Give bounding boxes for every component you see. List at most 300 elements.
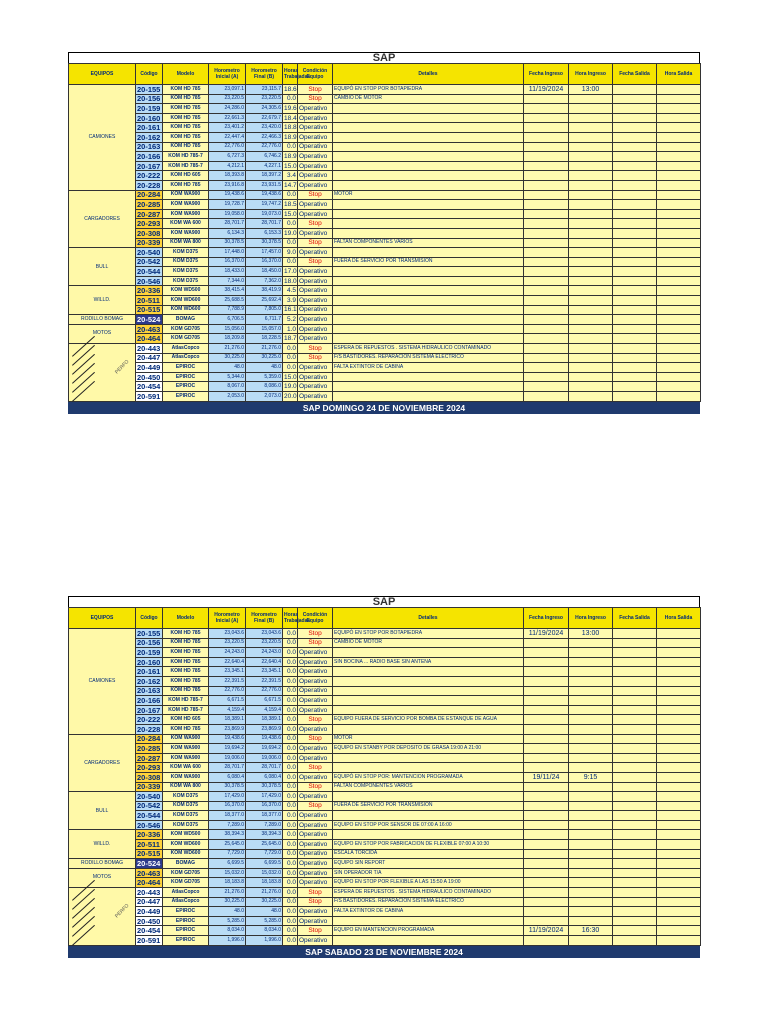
hourmeter-end: 30,378.5 <box>246 782 283 792</box>
hours-worked: 15.0 <box>284 162 297 170</box>
entry-time <box>569 878 613 888</box>
hourmeter-start: 15,056.0 <box>209 324 246 334</box>
column-header: Horometro Inicial (A) <box>209 64 246 85</box>
hourmeter-end: 22,776.0 <box>246 142 283 152</box>
exit-date <box>613 334 657 344</box>
entry-date <box>524 801 569 811</box>
table-row <box>69 286 701 296</box>
exit-date <box>613 629 657 639</box>
entry-date <box>524 276 569 286</box>
column-header: Modelo <box>163 64 209 85</box>
equipment-model: KOM GD705 <box>163 324 209 334</box>
details <box>333 676 524 686</box>
entry-date <box>524 676 569 686</box>
exit-date <box>613 104 657 114</box>
hourmeter-start: 23,043.6 <box>209 629 246 639</box>
group-label-perfo <box>69 344 136 402</box>
equipment-model: KOM HD 785 <box>163 113 209 123</box>
exit-time <box>657 353 701 363</box>
equipment-code: 20-161 <box>136 667 163 677</box>
entry-time: 13:00 <box>569 85 613 95</box>
entry-time <box>569 104 613 114</box>
entry-date <box>524 734 569 744</box>
group-label-perfo-text: PERFO <box>113 902 131 920</box>
equipment-model: BOMAG <box>163 859 209 869</box>
hourmeter-end: 23,115.7 <box>246 85 283 95</box>
hours-worked: 0.0 <box>283 907 298 917</box>
group-label-motos: MOTOS <box>69 868 136 887</box>
group-label-perfo-text: PERFO <box>113 358 131 376</box>
hourmeter-start: 23,220.5 <box>209 638 246 648</box>
details <box>333 142 524 152</box>
hours-worked: 15.0 <box>284 210 297 218</box>
details <box>333 724 524 734</box>
exit-time <box>657 296 701 306</box>
exit-time <box>657 152 701 162</box>
table-row <box>69 200 701 210</box>
exit-date <box>613 324 657 334</box>
column-header: Detalles <box>333 64 524 85</box>
hours-worked: 0.0 <box>283 190 298 200</box>
entry-time <box>569 353 613 363</box>
condition: Stop <box>298 715 333 725</box>
table-row <box>69 888 701 898</box>
details <box>333 936 524 946</box>
entry-date <box>524 849 569 859</box>
entry-date <box>524 219 569 229</box>
entry-time <box>569 296 613 306</box>
equipment-model: EPIROC <box>163 392 209 402</box>
hourmeter-end: 4,227.1 <box>246 161 283 171</box>
exit-date <box>613 744 657 754</box>
table-row <box>69 715 701 725</box>
hours-worked: 18.9 <box>284 133 297 141</box>
details <box>333 123 524 133</box>
hourmeter-start: 19,728.7 <box>209 200 246 210</box>
hours-worked: 0.0 <box>283 878 298 888</box>
table-row <box>69 372 701 382</box>
exit-time <box>657 792 701 802</box>
entry-time <box>569 200 613 210</box>
exit-time <box>657 907 701 917</box>
table-row <box>69 763 701 773</box>
hourmeter-start: 8,067.0 <box>209 382 246 392</box>
condition: Operativo <box>298 648 333 658</box>
equipment-model: KOM HD 785 <box>163 638 209 648</box>
entry-time <box>569 936 613 946</box>
entry-date <box>524 113 569 123</box>
condition: Operativo <box>298 667 333 677</box>
exit-time <box>657 888 701 898</box>
entry-time: 16:30 <box>569 926 613 936</box>
condition: Operativo <box>298 705 333 715</box>
hours-worked: 0.0 <box>283 916 298 926</box>
hourmeter-start: 23,345.1 <box>209 667 246 677</box>
hours-worked: 0.0 <box>283 705 298 715</box>
condition: Operativo <box>298 276 333 286</box>
hourmeter-end: 30,225.0 <box>246 897 283 907</box>
table-row <box>69 392 701 402</box>
table-row <box>69 657 701 667</box>
header-row <box>69 608 701 629</box>
hourmeter-end: 4,159.4 <box>246 705 283 715</box>
equipment-code: 20-155 <box>136 629 163 639</box>
hourmeter-end: 19,438.6 <box>246 190 283 200</box>
details <box>333 792 524 802</box>
hourmeter-start: 17,448.0 <box>209 248 246 258</box>
exit-time <box>657 868 701 878</box>
condition: Operativo <box>298 811 333 821</box>
hourmeter-end: 19,006.0 <box>246 753 283 763</box>
table-row <box>69 142 701 152</box>
details <box>333 152 524 162</box>
equipment-code: 20-463 <box>136 868 163 878</box>
table-row <box>69 219 701 229</box>
exit-date <box>613 811 657 821</box>
exit-time <box>657 763 701 773</box>
condition: Stop <box>298 344 333 354</box>
entry-time <box>569 152 613 162</box>
hourmeter-end: 22,776.0 <box>246 686 283 696</box>
details <box>333 132 524 142</box>
table-row <box>69 104 701 114</box>
hourmeter-end: 15,032.0 <box>246 868 283 878</box>
table-row <box>69 257 701 267</box>
hourmeter-end: 17,457.0 <box>246 248 283 258</box>
exit-time <box>657 696 701 706</box>
exit-date <box>613 916 657 926</box>
entry-time <box>569 676 613 686</box>
equipment-model: KOM WA900 <box>163 190 209 200</box>
exit-date <box>613 897 657 907</box>
equipment-model: KOM D375 <box>163 267 209 277</box>
exit-date <box>613 267 657 277</box>
hours-worked: 0.0 <box>283 792 298 802</box>
exit-time <box>657 344 701 354</box>
exit-date <box>613 686 657 696</box>
hourmeter-start: 18,377.0 <box>209 811 246 821</box>
entry-time <box>569 94 613 104</box>
exit-time <box>657 94 701 104</box>
hours-worked: 18.6 <box>284 85 297 93</box>
equipment-code: 20-464 <box>136 334 163 344</box>
column-header: Detalles <box>333 608 524 629</box>
equipment-model: KOM HD 785 <box>163 142 209 152</box>
equipment-code: 20-222 <box>136 715 163 725</box>
entry-date <box>524 830 569 840</box>
hours-worked: 9.0 <box>283 248 298 258</box>
details <box>333 753 524 763</box>
entry-date <box>524 763 569 773</box>
hourmeter-start: 30,225.0 <box>209 353 246 363</box>
group-label-bull: BULL <box>69 248 136 286</box>
entry-time <box>569 859 613 869</box>
hourmeter-start: 30,225.0 <box>209 897 246 907</box>
exit-time <box>657 830 701 840</box>
table-row <box>69 667 701 677</box>
exit-date <box>613 85 657 95</box>
exit-date <box>613 257 657 267</box>
equipment-code: 20-287 <box>136 209 163 219</box>
hourmeter-start: 17,429.0 <box>209 792 246 802</box>
hours-worked: 0.0 <box>283 667 298 677</box>
hours-worked: 0.0 <box>283 763 298 773</box>
hourmeter-end: 18,450.0 <box>246 267 283 277</box>
hours-worked: 0.0 <box>283 344 298 354</box>
entry-date: 11/19/2024 <box>524 85 569 95</box>
hours-worked: 0.0 <box>283 257 298 267</box>
hourmeter-end: 23,420.0 <box>246 123 283 133</box>
hourmeter-start: 24,243.0 <box>209 648 246 658</box>
exit-date <box>613 296 657 306</box>
equipment-model: KOM WA900 <box>163 772 209 782</box>
hours-worked: 0.0 <box>283 238 298 248</box>
entry-date <box>524 888 569 898</box>
hourmeter-start: 8,034.0 <box>209 926 246 936</box>
condition: Stop <box>298 763 333 773</box>
entry-time <box>569 392 613 402</box>
hours-worked: 18.7 <box>284 335 297 343</box>
table-row <box>69 344 701 354</box>
table-row <box>69 772 701 782</box>
entry-date <box>524 152 569 162</box>
exit-date <box>613 209 657 219</box>
hourmeter-start: 19,694.2 <box>209 744 246 754</box>
entry-time <box>569 888 613 898</box>
exit-date <box>613 724 657 734</box>
condition: Operativo <box>298 907 333 917</box>
exit-date <box>613 830 657 840</box>
hourmeter-end: 18,228.5 <box>246 334 283 344</box>
exit-time <box>657 676 701 686</box>
details <box>333 180 524 190</box>
entry-time <box>569 782 613 792</box>
entry-date <box>524 936 569 946</box>
entry-time <box>569 705 613 715</box>
exit-time <box>657 878 701 888</box>
hours-worked: 0.0 <box>283 686 298 696</box>
equipment-model: EPIROC <box>163 926 209 936</box>
entry-date <box>524 811 569 821</box>
entry-time <box>569 132 613 142</box>
entry-date <box>524 667 569 677</box>
exit-date <box>613 840 657 850</box>
entry-time <box>569 897 613 907</box>
entry-date <box>524 686 569 696</box>
exit-time <box>657 811 701 821</box>
exit-date <box>613 657 657 667</box>
equipment-code: 20-464 <box>136 878 163 888</box>
hours-worked: 5.2 <box>283 315 298 325</box>
exit-time <box>657 104 701 114</box>
exit-date <box>613 763 657 773</box>
equipment-model: EPIROC <box>163 382 209 392</box>
equipment-model: KOM HD 785-7 <box>163 161 209 171</box>
hourmeter-end: 5,285.0 <box>246 916 283 926</box>
equipment-model: KOM D375 <box>163 248 209 258</box>
entry-date <box>524 123 569 133</box>
hourmeter-end: 23,220.5 <box>246 94 283 104</box>
equipment-model: KOM HD 785 <box>163 132 209 142</box>
equipment-model: KOM D375 <box>163 811 209 821</box>
exit-time <box>657 238 701 248</box>
condition: Operativo <box>298 744 333 754</box>
hours-worked: 14.7 <box>284 181 297 189</box>
table-row <box>69 305 701 315</box>
equipment-model: KOM HD 785 <box>163 180 209 190</box>
exit-date <box>613 363 657 373</box>
details: MOTOR <box>333 190 524 200</box>
hourmeter-end: 5,359.0 <box>246 372 283 382</box>
hourmeter-start: 48.0 <box>209 907 246 917</box>
equipment-model: KOM HD 605 <box>163 171 209 181</box>
column-header: Fecha Ingreso <box>524 64 569 85</box>
exit-time <box>657 209 701 219</box>
exit-time <box>657 744 701 754</box>
equipment-model: KOM WA 800 <box>163 782 209 792</box>
hourmeter-start: 18,393.8 <box>209 171 246 181</box>
hourmeter-end: 18,183.8 <box>246 878 283 888</box>
header-row <box>69 64 701 85</box>
exit-date <box>613 878 657 888</box>
entry-date <box>524 200 569 210</box>
hourmeter-start: 23,916.8 <box>209 180 246 190</box>
table-row <box>69 248 701 258</box>
entry-time <box>569 792 613 802</box>
equipment-code: 20-591 <box>136 936 163 946</box>
equipment-code: 20-160 <box>136 113 163 123</box>
table-row <box>69 916 701 926</box>
details: F/S BASTIDORES. REPARACION SISTEMA ELECTRICO <box>333 897 524 907</box>
hourmeter-start: 30,378.5 <box>209 782 246 792</box>
table-row <box>69 907 701 917</box>
hourmeter-start: 23,869.9 <box>209 724 246 734</box>
condition: Operativo <box>298 382 333 392</box>
hourmeter-start: 6,134.3 <box>209 228 246 238</box>
hourmeter-start: 1,996.0 <box>209 936 246 946</box>
condition: Operativo <box>298 916 333 926</box>
exit-date <box>613 228 657 238</box>
hourmeter-end: 17,429.0 <box>246 792 283 802</box>
entry-time <box>569 382 613 392</box>
condition: Stop <box>298 94 333 104</box>
condition: Operativo <box>298 142 333 152</box>
equipment-code: 20-284 <box>136 190 163 200</box>
entry-time <box>569 763 613 773</box>
table-row <box>69 936 701 946</box>
equipment-code: 20-308 <box>136 228 163 238</box>
table-row <box>69 276 701 286</box>
equipment-code: 20-447 <box>136 353 163 363</box>
equipment-model: KOM WA900 <box>163 228 209 238</box>
group-label-perfo <box>69 888 136 946</box>
entry-time <box>569 715 613 725</box>
hours-worked: 17.0 <box>284 268 297 276</box>
table-row <box>69 132 701 142</box>
details: EQUIPO EN STOP POR SENSOR DE 07:00 A 16:00 <box>333 820 524 830</box>
column-header: Modelo <box>163 608 209 629</box>
hours-worked: 0.0 <box>283 715 298 725</box>
condition: Operativo <box>298 859 333 869</box>
entry-time <box>569 171 613 181</box>
exit-time <box>657 801 701 811</box>
hourmeter-end: 24,243.0 <box>246 648 283 658</box>
hourmeter-end: 38,419.9 <box>246 286 283 296</box>
condition: Operativo <box>298 305 333 315</box>
hourmeter-start: 4,212.1 <box>209 161 246 171</box>
group-label-camiones: CAMIONES <box>69 85 136 191</box>
equipment-model: KOM GD705 <box>163 334 209 344</box>
equipment-model: BOMAG <box>163 315 209 325</box>
equipment-model: KOM HD 785 <box>163 686 209 696</box>
equipment-model: KOM HD 785-7 <box>163 152 209 162</box>
exit-date <box>613 715 657 725</box>
equipment-model: KOM HD 785 <box>163 676 209 686</box>
details <box>333 696 524 706</box>
hourmeter-start: 38,415.4 <box>209 286 246 296</box>
exit-time <box>657 123 701 133</box>
equipment-code: 20-450 <box>136 372 163 382</box>
entry-time <box>569 667 613 677</box>
table-row <box>69 859 701 869</box>
condition: Stop <box>298 257 333 267</box>
entry-date <box>524 648 569 658</box>
hours-worked: 19.0 <box>284 229 297 237</box>
table-row <box>69 744 701 754</box>
entry-date <box>524 353 569 363</box>
condition: Operativo <box>298 267 333 277</box>
exit-time <box>657 200 701 210</box>
hourmeter-start: 6,080.4 <box>209 772 246 782</box>
equipment-code: 20-449 <box>136 363 163 373</box>
exit-date <box>613 161 657 171</box>
hourmeter-start: 6,671.5 <box>209 696 246 706</box>
exit-date <box>613 372 657 382</box>
hourmeter-end: 38,394.3 <box>246 830 283 840</box>
equipment-code: 20-443 <box>136 888 163 898</box>
equipment-model: KOM WA900 <box>163 209 209 219</box>
hourmeter-start: 2,053.0 <box>209 392 246 402</box>
entry-time <box>569 638 613 648</box>
details: FALTAN COMPONENTES VARIOS <box>333 782 524 792</box>
details <box>333 200 524 210</box>
hours-worked: 0.0 <box>283 353 298 363</box>
column-header: Código <box>136 64 163 85</box>
equipment-code: 20-161 <box>136 123 163 133</box>
exit-time <box>657 85 701 95</box>
condition: Operativo <box>298 753 333 763</box>
hourmeter-start: 28,701.7 <box>209 219 246 229</box>
entry-time <box>569 324 613 334</box>
hourmeter-start: 18,183.8 <box>209 878 246 888</box>
condition: Operativo <box>298 392 333 402</box>
hourmeter-end: 18,377.0 <box>246 811 283 821</box>
group-label-cargadores: CARGADORES <box>69 190 136 248</box>
equipment-code: 20-443 <box>136 344 163 354</box>
column-header: Hora Salida <box>657 64 701 85</box>
equipment-code: 20-454 <box>136 926 163 936</box>
hourmeter-end: 16,370.0 <box>246 257 283 267</box>
hours-worked: 0.0 <box>283 648 298 658</box>
equipment-code: 20-511 <box>136 840 163 850</box>
hourmeter-start: 19,006.0 <box>209 753 246 763</box>
exit-date <box>613 782 657 792</box>
exit-date <box>613 94 657 104</box>
exit-date <box>613 907 657 917</box>
exit-time <box>657 686 701 696</box>
entry-time <box>569 734 613 744</box>
equipment-model: KOM HD 785 <box>163 648 209 658</box>
